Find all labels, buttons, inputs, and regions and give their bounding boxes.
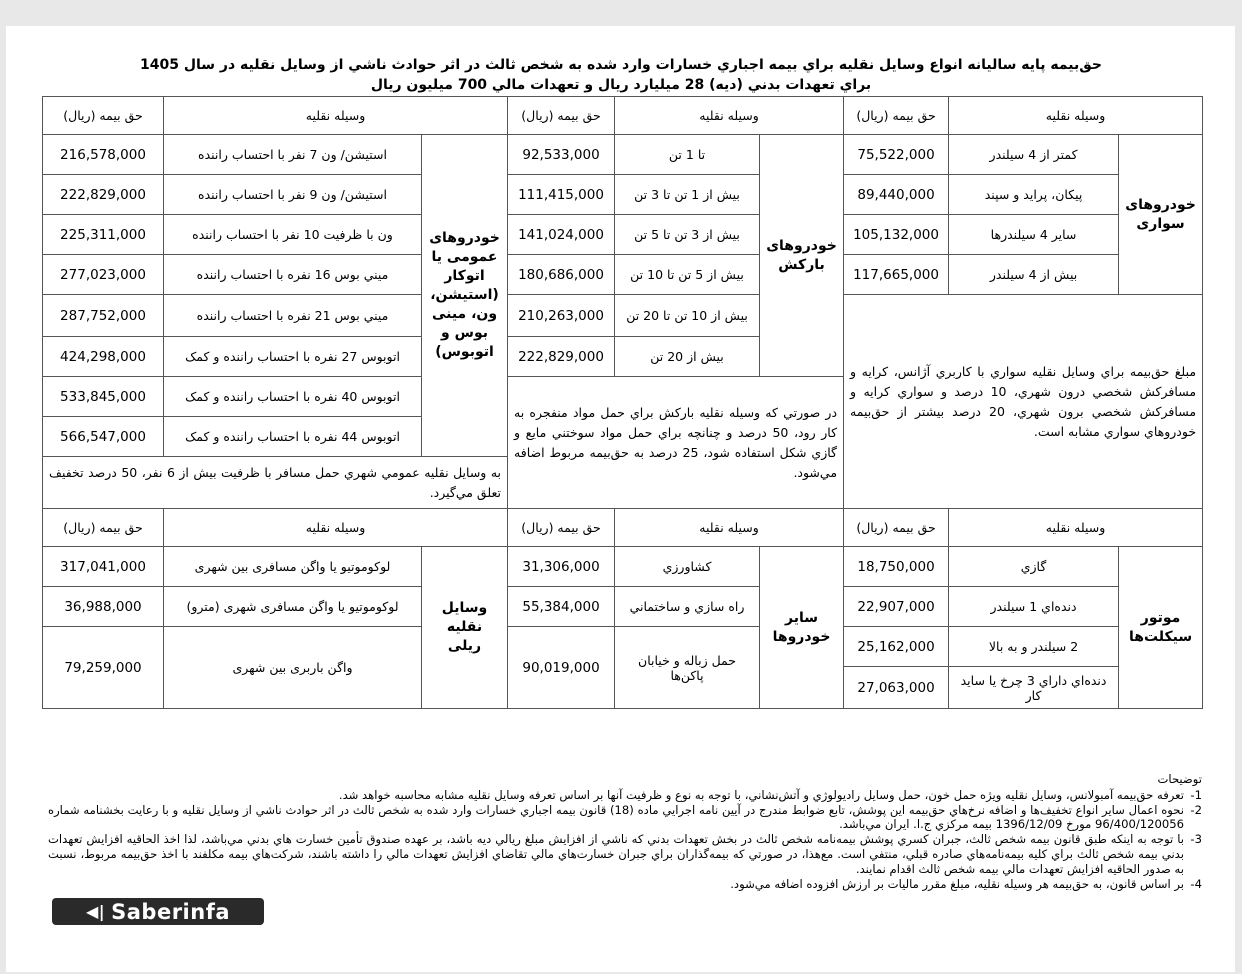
table-row [43, 547, 1203, 587]
bus-price: 216,578,000 [43, 135, 164, 175]
bus-price: 287,752,000 [43, 295, 164, 337]
cargo-price: 180,686,000 [508, 255, 615, 295]
other-price: 90,019,000 [508, 627, 615, 709]
header-premium: حق بيمه (ريال) [844, 509, 949, 547]
motorcycle-name: 2 سيلندر و به بالا [949, 627, 1119, 667]
explanation-text: بر اساس قانون، به حق‌بيمه هر وسيله نقليه، مبلغ مقرر ماليات بر ارزش افزوده اضافه مي‌شود. [730, 876, 1184, 891]
cargo-name: بيش از 5 تن تا 10 تن [615, 255, 760, 295]
passenger-note: مبلغ حق‌بيمه براي وسايل نقليه سواري با کاربري آژانس، کرايه و مسافرکش شخصي درون شهري، 10 درصد و سواري کرايه و مسافرکش شخصي برون شهري، 20 درصد بيشتر از حق‌بيمه خودروهاي سواري مشابه است. [844, 295, 1203, 509]
header-row [43, 509, 1203, 547]
bus-name: ميني بوس 21 نفره با احتساب راننده [164, 295, 422, 337]
premium-table [42, 96, 1203, 709]
header-vehicle: وسيله نقليه [949, 509, 1203, 547]
motorcycle-name: دنده‌اي 1 سيلندر [949, 587, 1119, 627]
header-premium: حق بيمه (ريال) [508, 509, 615, 547]
cargo-price: 92,533,000 [508, 135, 615, 175]
cargo-price: 210,263,000 [508, 295, 615, 337]
rail-name: لوکوموتيو يا واگن مسافری بين شهری [164, 547, 422, 587]
explanation-number: 2- [1190, 802, 1202, 817]
header-vehicle: وسيله نقليه [615, 97, 844, 135]
other-name: کشاورزي [615, 547, 760, 587]
document-subtitle: براي تعهدات بدني (ديه) 28 ميليارد ريال و تعهدات مالي 700 ميليون ريال [370, 77, 872, 93]
other-price: 55,384,000 [508, 587, 615, 627]
bus-name: اتوبوس 40 نفره با احتساب راننده و کمک [164, 377, 422, 417]
passenger-price: 105,132,000 [844, 215, 949, 255]
rail-price: 79,259,000 [43, 627, 164, 709]
passenger-price: 75,522,000 [844, 135, 949, 175]
passenger-price: 117,665,000 [844, 255, 949, 295]
rail-category: وسایل نقلیه ریلی [422, 547, 508, 709]
explanation-item [48, 788, 1202, 803]
passenger-name: کمتر از 4 سيلندر [949, 135, 1119, 175]
bus-note: به وسايل نقليه عمومي شهري حمل مسافر با ظرفيت بيش از 6 نفر، 50 درصد تخفيف تعلق مي‌گيرد. [43, 457, 508, 509]
cargo-price: 111,415,000 [508, 175, 615, 215]
explanation-item [48, 877, 1202, 892]
rail-name: واگن باربری بين شهری [164, 627, 422, 709]
motorcycle-price: 25,162,000 [844, 627, 949, 667]
header-row [43, 97, 1203, 135]
table-row [43, 215, 1203, 255]
logo-mark-icon: ◀| [85, 902, 106, 921]
rail-name: لوکوموتيو يا واگن مسافری شهری (مترو) [164, 587, 422, 627]
passenger-name: بيش از 4 سيلندر [949, 255, 1119, 295]
cargo-name: بيش از 3 تن تا 5 تن [615, 215, 760, 255]
header-premium: حق بيمه (ريال) [844, 97, 949, 135]
rail-price: 36,988,000 [43, 587, 164, 627]
other-name: حمل زباله و خيابان پاکن‌ها [615, 627, 760, 709]
motorcycle-price: 27,063,000 [844, 667, 949, 709]
saberinfa-logo [52, 898, 264, 925]
header-premium: حق بيمه (ريال) [508, 97, 615, 135]
header-vehicle: وسيله نقليه [164, 509, 508, 547]
table-row [43, 255, 1203, 295]
motorcycle-name: گازي [949, 547, 1119, 587]
passenger-name: ساير 4 سيلندرها [949, 215, 1119, 255]
header-premium: حق بيمه (ريال) [43, 509, 164, 547]
other-price: 31,306,000 [508, 547, 615, 587]
explanations [48, 772, 1202, 891]
cargo-category: خودروهای بارکش [760, 135, 844, 377]
bus-name: استيشن/ ون 9 نفر با احتساب راننده [164, 175, 422, 215]
bus-name: ميني بوس 16 نفره با احتساب راننده [164, 255, 422, 295]
explanations-heading: توضيحات [1157, 772, 1202, 786]
bus-name: اتوبوس 44 نفره با احتساب راننده و کمک [164, 417, 422, 457]
logo-text: Saberinfa [111, 899, 231, 924]
bus-price: 424,298,000 [43, 337, 164, 377]
bus-price: 566,547,000 [43, 417, 164, 457]
cargo-note: در صورتي که وسيله نقليه بارکش براي حمل مواد منفجره به کار رود، 50 درصد و چنانچه براي حمل مواد سوختني مايع و گازي شکل استفاده شود، 25 درصد به حق‌بيمه مربوط اضافه مي‌شود. [508, 377, 844, 509]
cargo-name: تا 1 تن [615, 135, 760, 175]
bus-price: 222,829,000 [43, 175, 164, 215]
explanation-number: 4- [1190, 876, 1202, 891]
explanation-text: نحوه اعمال ساير انواع تخفيف‌ها و اضافه نرخ‌هاي حق‌بيمه اين پوشش، تابع ضوابط مندرج در آيين نامه اجرايي ماده (18) قانون بيمه اجباري خسارات وارد شده به شخص ثالث در اثر حوادث ناشي از وسايل نقليه و با رعايت بخشنامه شماره 96/400/120056 مورخ 1396/12/09 بيمه مرکزي ج.ا. ايران مي‌باشد. [48, 802, 1184, 832]
other-name: راه سازي و ساختماني [615, 587, 760, 627]
passenger-name: پيکان، پرايد و سپند [949, 175, 1119, 215]
motorcycle-price: 18,750,000 [844, 547, 949, 587]
bus-price: 277,023,000 [43, 255, 164, 295]
cargo-price: 141,024,000 [508, 215, 615, 255]
document-title: حق‌بيمه پايه ساليانه انواع وسايل نقليه براي بيمه اجباري خسارات وارد شده به شخص ثالث در اثر حوادث ناشي از وسايل نقليه در سال 1405 [140, 57, 1102, 73]
cargo-name: بيش از 20 تن [615, 337, 760, 377]
bus-name: استيشن/ ون 7 نفر با احتساب راننده [164, 135, 422, 175]
header-vehicle: وسيله نقليه [949, 97, 1203, 135]
rail-price: 317,041,000 [43, 547, 164, 587]
motorcycle-price: 22,907,000 [844, 587, 949, 627]
passenger-price: 89,440,000 [844, 175, 949, 215]
passenger-category: خودروهای سواری [1119, 135, 1203, 295]
motorcycle-name: دنده‌اي داراي 3 چرخ يا سايد کار [949, 667, 1119, 709]
explanation-number: 3- [1190, 832, 1202, 847]
table-row [43, 587, 1203, 627]
explanation-item [48, 832, 1202, 876]
motorcycle-category: موتور سیکلت‌ها [1119, 547, 1203, 709]
cargo-name: بيش از 10 تن تا 20 تن [615, 295, 760, 337]
explanation-item [48, 803, 1202, 833]
cargo-name: بيش از 1 تن تا 3 تن [615, 175, 760, 215]
header-premium: حق بيمه (ريال) [43, 97, 164, 135]
bus-price: 225,311,000 [43, 215, 164, 255]
bus-name: اتوبوس 27 نفره با احتساب راننده و کمک [164, 337, 422, 377]
explanation-text: تعرفه حق‌بيمه آمبولانس، وسايل نقليه ويژه حمل خون، حمل وسايل راديولوژي و آتش‌نشاني، با توجه به نوع و ظرفيت آنها بر اساس تعرفه وسايل نقليه مشابه محاسبه خواهد شد. [338, 787, 1184, 802]
bus-price: 533,845,000 [43, 377, 164, 417]
table-row [43, 627, 1203, 667]
header-vehicle: وسيله نقليه [615, 509, 844, 547]
bus-category: خودروهای عمومی یا اتوکار (استیشن، ون، مینی بوس و اتوبوس) [422, 135, 508, 457]
explanation-text: با توجه به اينکه طبق قانون بيمه شخص ثالث، جبران کسري پوشش بيمه‌نامه شخص ثالث در بخش تعهدات بدني که ناشي از افزايش مبلغ ريالي ديه باشد، بر عهده صندوق تأمين خسارت هاي بدني مي‌باشد، لذا اخذ الحاقيه افزايش تعهدات بدني بيمه شخص ثالث براي کليه بيمه‌نامه‌هاي صادره قبلي، منتفي است. مع‌هذا، در صورتي که بيمه‌گذاران براي جبران خسارت‌هاي مالي تقاضاي افزايش تعهدات مالي را داشته باشند، شرکت‌هاي بيمه مکلفند با اخذ حق‌بيمه مربوط، نسبت به صدور الحاقيه افزايش تعهدات مالي بيمه شخص ثالث اقدام نمايند. [48, 832, 1184, 876]
table-row [43, 295, 1203, 337]
bus-name: ون با ظرفيت 10 نفر با احتساب راننده [164, 215, 422, 255]
header-vehicle: وسيله نقليه [164, 97, 508, 135]
table-row [43, 135, 1203, 175]
cargo-price: 222,829,000 [508, 337, 615, 377]
table-row [43, 175, 1203, 215]
other-category: ساير خودروها [760, 547, 844, 709]
explanation-number: 1- [1190, 787, 1202, 802]
